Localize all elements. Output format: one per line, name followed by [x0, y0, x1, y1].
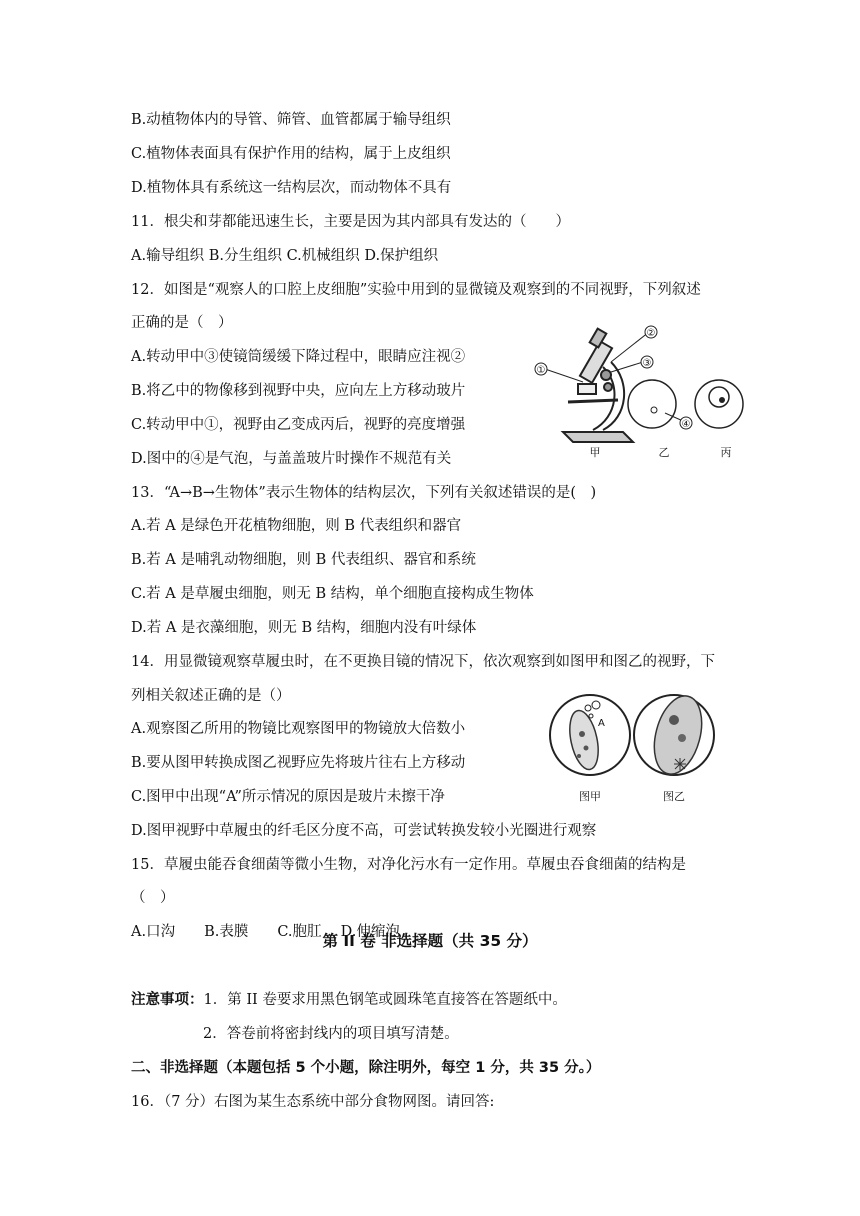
question-12-option-d: D.图中的④是气泡，与盖盖玻片时操作不规范有关	[131, 451, 452, 467]
option-c-q10: C.植物体表面具有保护作用的结构，属于上皮组织	[131, 146, 451, 162]
question-13-option-c: C.若 A 是草履虫细胞，则无 B 结构，单个细胞直接构成生物体	[131, 586, 534, 602]
label-3: ③	[642, 358, 652, 369]
caption-tu-jia: 图甲	[579, 790, 601, 803]
microscope-figure	[533, 322, 748, 460]
question-14-option-c: C.图甲中出现“A”所示情况的原因是玻片未擦干净	[131, 789, 445, 805]
question-12-option-b: B.将乙中的物像移到视野中央，应向左上方移动玻片	[131, 383, 466, 399]
caption-tu-yi: 图乙	[663, 790, 685, 803]
question-11: 11．根尖和芽都能迅速生长，主要是因为其内部具有发达的（ ）	[131, 214, 570, 230]
question-15-stem-cont: （ ）	[131, 890, 175, 906]
caption-yi: 乙	[658, 446, 670, 459]
question-13-option-d: D.若 A 是衣藻细胞，则无 B 结构，细胞内没有叶绿体	[131, 620, 477, 636]
question-14-option-d: D.图甲视野中草履虫的纤毛区分度不高，可尝试转换发较小光圈进行观察	[131, 823, 597, 839]
question-13-option-b: B.若 A 是哺乳动物细胞，则 B 代表组织、器官和系统	[131, 552, 476, 568]
view-bing-nucleus	[719, 397, 725, 403]
label-1: ①	[536, 365, 546, 376]
contractile-vacuole	[674, 758, 686, 770]
label-2: ②	[646, 328, 656, 339]
question-12-stem-cont: 正确的是（ ）	[131, 315, 233, 331]
option-d-q10: D.植物体具有系统这一结构层次，而动物体不具有	[131, 180, 452, 196]
section-title: 第 II 卷 非选择题（共 35 分）	[322, 932, 538, 950]
notice-item-1: 1．第 II 卷要求用黑色钢笔或圆珠笔直接答在答题纸中。	[203, 992, 567, 1008]
view-yi-circle	[628, 380, 676, 428]
question-12-option-a: A.转动甲中③使镜筒缓缓下降过程中，眼睛应注视②	[131, 349, 466, 365]
label-a: A	[598, 718, 605, 729]
question-14-option-a: A.观察图乙所用的物镜比观察图甲的物镜放大倍数小	[131, 721, 466, 737]
paramecium-figure	[546, 688, 724, 806]
part-two-heading: 二、非选择题（本题包括 5 个小题，除注明外，每空 1 分，共 35 分。）	[131, 1060, 601, 1076]
bubble-1	[585, 705, 591, 711]
question-13: 13．“A→B→生物体”表示生物体的结构层次，下列有关叙述错误的是( )	[131, 485, 597, 501]
option-b-q10: B.动植物体内的导管、筛管、血管都属于输导组织	[131, 112, 451, 128]
question-14-option-b: B.要从图甲转换成图乙视野应先将玻片往右上方移动	[131, 755, 466, 771]
caption-jia: 甲	[589, 446, 601, 459]
question-13-option-a: A.若 A 是绿色开花植物细胞，则 B 代表组织和器官	[131, 518, 462, 534]
view-yi-cell	[651, 407, 657, 413]
question-15-options: A.口沟 B.表膜 C.胞肛 D.伸缩泡	[131, 924, 400, 940]
caption-bing: 丙	[720, 446, 732, 459]
question-15-stem: 15．草履虫能吞食细菌等微小生物，对净化污水有一定作用。草履虫吞食细菌的结构是	[131, 857, 686, 873]
view-bing-cell	[709, 387, 729, 407]
notice-label: 注意事项：	[131, 992, 204, 1008]
question-16: 16．（7 分）右图为某生态系统中部分食物网图。请回答:	[131, 1094, 495, 1110]
notice-row-1	[131, 990, 567, 1010]
notice-item-2: 2．答卷前将密封线内的项目填写清楚。	[203, 1026, 459, 1042]
question-11-options: A.输导组织 B.分生组织 C.机械组织 D.保护组织	[131, 248, 439, 264]
question-14-stem-cont: 列相关叙述正确的是（）	[131, 688, 291, 704]
question-14-stem: 14．用显微镜观察草履虫时，在不更换目镜的情况下，依次观察到如图甲和图乙的视野，下	[131, 654, 715, 670]
microscope-drawing	[545, 329, 649, 442]
label-4: ④	[681, 419, 691, 430]
bubble-2	[592, 701, 600, 709]
bubble-3	[589, 714, 593, 718]
question-12-stem: 12．如图是“观察人的口腔上皮细胞”实验中用到的显微镜及观察到的不同视野，下列叙述	[131, 282, 701, 298]
question-12-option-c: C.转动甲中①，视野由乙变成丙后，视野的亮度增强	[131, 417, 466, 433]
